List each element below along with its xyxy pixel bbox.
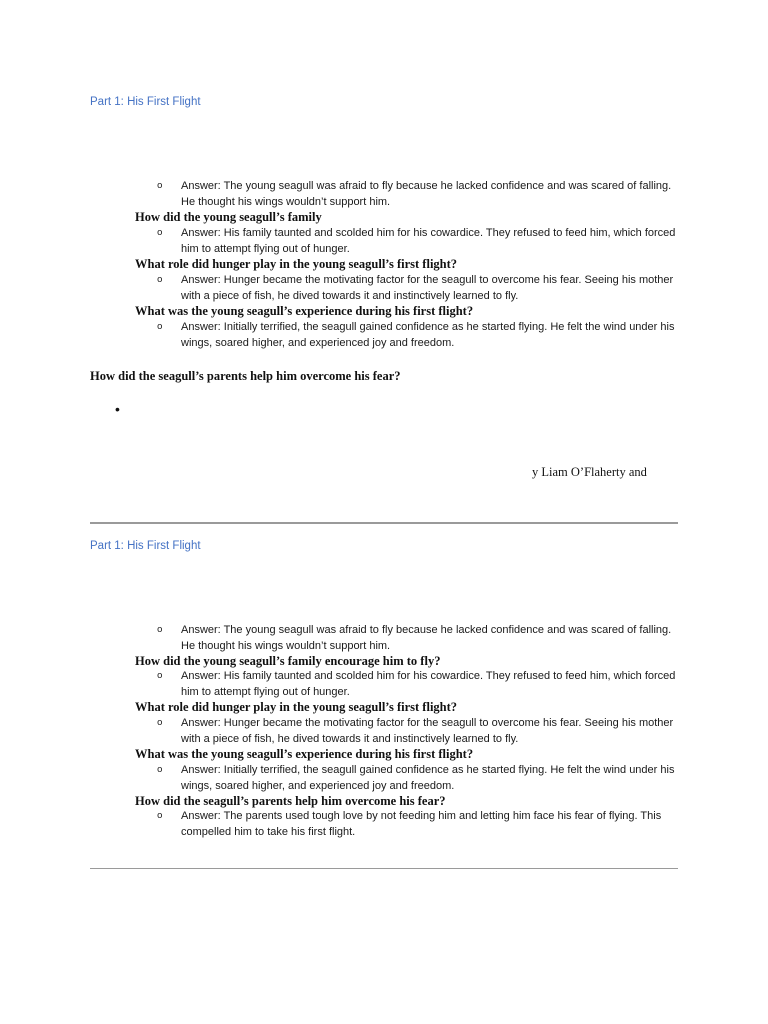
section-heading: Part 1: His First Flight [90, 540, 201, 552]
answer-bullet: o [157, 718, 163, 728]
section-divider [90, 522, 678, 524]
answer-text: Answer: Initially terrified, the seagull gained confidence as he started flying. He felt the wind under his wings, soared higher, and experienced joy and freedom. [181, 321, 675, 349]
question-text: How did the seagull’s parents help him overcome his fear? [135, 794, 446, 808]
answer-bullet: o [157, 811, 163, 821]
answer-text: Answer: The young seagull was afraid to fly because he lacked confidence and was scared of falling. He thought his wings wouldn’t support him. [181, 180, 672, 208]
question-text: What was the young seagull’s experience during his first flight? [135, 747, 474, 761]
answer-bullet: o [157, 671, 163, 681]
answer-text: Answer: His family taunted and scolded him for his cowardice. They refused to feed him, which forced him to attempt flying out of hunger. [181, 227, 676, 255]
answer-bullet: o [157, 181, 163, 191]
question-text: What role did hunger play in the young seagull’s first flight? [135, 257, 458, 271]
answer-text: Answer: Hunger became the motivating factor for the seagull to overcome his fear. Seeing his mother with a piece of fish, he dived towards it and instinctively learned to fly. [181, 717, 674, 745]
section-heading: Part 1: His First Flight [90, 96, 201, 108]
answer-text: Answer: The parents used tough love by not feeding him and letting him face his fear of flying. This compelled him to take his first flight. [181, 810, 662, 838]
answer-text: Answer: His family taunted and scolded him for his cowardice. They refused to feed him, which forced him to attempt flying out of hunger. [181, 670, 676, 698]
question-text: How did the young seagull’s family encourage him to fly? [135, 654, 441, 668]
author-credit: y Liam O’Flaherty and [532, 465, 647, 479]
answer-bullet: o [157, 625, 163, 635]
section-divider [90, 868, 678, 869]
answer-bullet: o [157, 275, 163, 285]
answer-text: Answer: Hunger became the motivating factor for the seagull to overcome his fear. Seeing his mother with a piece of fish, he dived towards it and instinctively learned to fly. [181, 274, 674, 302]
answer-bullet: o [157, 765, 163, 775]
question-text: How did the young seagull’s family [135, 210, 322, 224]
answer-text: Answer: Initially terrified, the seagull gained confidence as he started flying. He felt the wind under his wings, soared higher, and experienced joy and freedom. [181, 764, 675, 792]
question-text: What was the young seagull’s experience during his first flight? [135, 304, 474, 318]
answer-bullet: o [157, 322, 163, 332]
question-text: How did the seagull’s parents help him overcome his fear? [90, 369, 401, 383]
answer-bullet: o [157, 228, 163, 238]
empty-bullet: • [115, 401, 120, 417]
answer-text: Answer: The young seagull was afraid to fly because he lacked confidence and was scared of falling. He thought his wings wouldn’t support him. [181, 624, 672, 652]
question-text: What role did hunger play in the young seagull’s first flight? [135, 700, 458, 714]
